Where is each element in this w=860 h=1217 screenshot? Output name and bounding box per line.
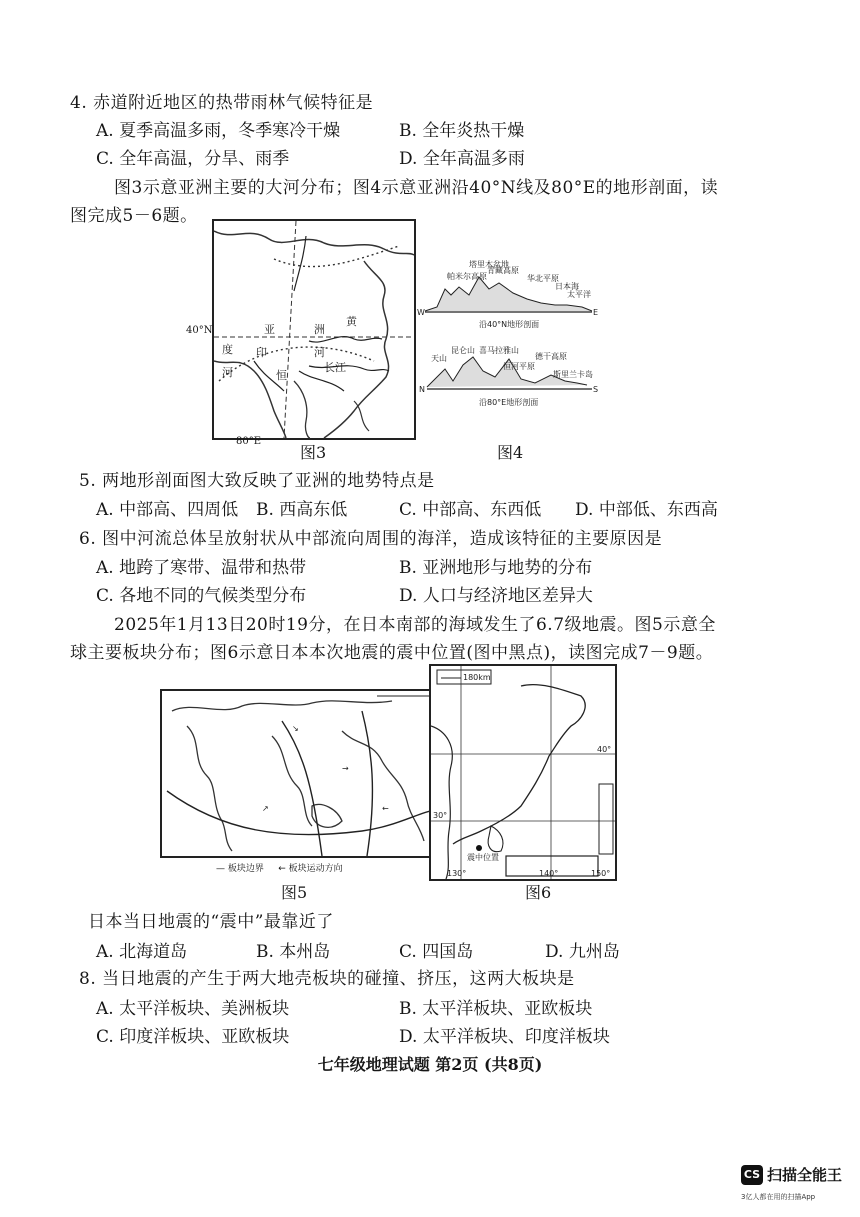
- fig3-label-he2: 河: [222, 366, 233, 379]
- svg-text:→: →: [342, 764, 349, 773]
- intro-fig5-6-line1: 2025年1月13日20时19分，在日本南部的海域发生了6.7级地震。图5示意全: [114, 615, 716, 635]
- q5-option-c: C. 中部高、东西低: [399, 500, 542, 520]
- fig4-w: W: [417, 308, 425, 317]
- fig5-legend-boundary: 板块边界: [227, 864, 264, 874]
- q5-option-d: D. 中部低、东西高: [575, 500, 718, 520]
- q5-option-b: B. 西高东低: [256, 500, 348, 520]
- intro-fig3-4-line2: 图完成5－6题。: [70, 206, 198, 226]
- svg-text:↘: ↘: [292, 724, 299, 733]
- intro-fig3-4-line1: 图3示意亚洲主要的大河分布；图4示意亚洲沿40°N线及80°E的地形剖面，读: [114, 178, 719, 198]
- q5-stem: 5. 两地形剖面图大致反映了亚洲的地势特点是: [79, 471, 435, 491]
- fig6-scale: 180km: [463, 673, 491, 682]
- q4-stem: 4. 赤道附近地区的热带雨林气候特征是: [70, 93, 374, 113]
- fig4-top-f3: 华北平原: [527, 274, 559, 283]
- fig4-bot-f3: 德干高原: [535, 352, 567, 361]
- fig4-caption: 图4: [497, 443, 524, 462]
- fig3-lon-label: 80°E: [236, 436, 262, 447]
- fig3-lat-label: 40°N: [186, 325, 213, 336]
- fig5-legend-boundary-symbol: —: [216, 864, 225, 874]
- fig4-top-f2: 青藏高原: [487, 266, 519, 275]
- q4-option-d: D. 全年高温多雨: [399, 149, 525, 169]
- fig4-bottom-profile-label: 沿80°E地形剖面: [479, 398, 539, 407]
- figure-4-terrain-profiles: [417, 259, 599, 409]
- fig4-bot-f2: 喜马拉雅山: [479, 346, 519, 355]
- fig4-bot-f0: 天山: [431, 354, 447, 363]
- fig4-bot-f1: 昆仑山: [451, 346, 475, 355]
- fig4-bot-f5: 恒河平原: [503, 362, 535, 371]
- fig4-top-f4: 日本海: [555, 282, 579, 291]
- fig4-s: S: [593, 385, 599, 394]
- q7-stem: 日本当日地震的“震中”最靠近了: [88, 912, 334, 932]
- fig4-top-profile-label: 沿40°N地形剖面: [479, 320, 540, 329]
- q8-option-b: B. 太平洋板块、亚欧板块: [399, 999, 593, 1019]
- q8-option-c: C. 印度洋板块、亚欧板块: [96, 1027, 290, 1047]
- fig3-label-changjiang: 长江: [324, 361, 346, 374]
- fig6-epicenter-label: 震中位置: [467, 853, 499, 862]
- q6-option-c: C. 各地不同的气候类型分布: [96, 586, 307, 606]
- fig5-legend: [216, 861, 343, 874]
- fig6-lon-140: 140°: [539, 869, 559, 878]
- fig5-legend-direction-symbol: ←: [278, 864, 286, 874]
- scanner-logo-icon: CS: [741, 1165, 763, 1185]
- q4-option-a: A. 夏季高温多雨，冬季寒冷干燥: [96, 121, 341, 141]
- scanner-brand-tagline: 3亿人都在用的扫描App: [741, 1193, 816, 1201]
- fig3-label-heng: 恒: [276, 369, 287, 382]
- q8-option-d: D. 太平洋板块、印度洋板块: [399, 1027, 610, 1047]
- q7-option-b: B. 本州岛: [256, 942, 331, 962]
- q4-option-c: C. 全年高温，分旱、雨季: [96, 149, 290, 169]
- svg-text:↗: ↗: [262, 804, 269, 813]
- page-footer: 七年级地理试题 第2页 (共8页): [317, 1055, 543, 1074]
- fig6-lat-30: 30°: [433, 811, 448, 820]
- fig4-top-f1: 塔里木盆地: [469, 260, 509, 269]
- figure-6-japan-epicenter-map: [429, 664, 617, 881]
- fig4-top-f0: 帕米尔高原: [447, 272, 487, 281]
- fig5-legend-direction: 板块运动方向: [288, 864, 343, 874]
- q6-option-d: D. 人口与经济地区差异大: [399, 586, 593, 606]
- figure-3-asia-rivers-map: [212, 219, 416, 440]
- fig3-label-du: 度: [222, 343, 233, 356]
- q5-option-a: A. 中部高、四周低: [96, 500, 239, 520]
- q8-stem: 8. 当日地震的产生于两大地壳板块的碰撞、挤压，这两大板块是: [79, 969, 575, 989]
- q7-option-c: C. 四国岛: [399, 942, 474, 962]
- fig4-n: N: [419, 385, 425, 394]
- figure-5-world-plates-map: [160, 689, 432, 858]
- fig6-lon-130: 130°: [447, 869, 467, 878]
- scanner-brand: [741, 1164, 842, 1185]
- fig6-lon-150: 150°: [591, 869, 611, 878]
- fig6-caption: 图6: [525, 883, 552, 902]
- fig4-top-f5: 太平洋: [567, 290, 591, 299]
- q8-option-a: A. 太平洋板块、美洲板块: [96, 999, 290, 1019]
- fig3-label-huang: 黄: [346, 315, 357, 328]
- q7-option-a: A. 北海道岛: [96, 942, 188, 962]
- fig5-caption: 图5: [281, 883, 308, 902]
- fig4-bot-f4: 斯里兰卡岛: [553, 370, 593, 379]
- fig3-label-yin: 印: [256, 346, 267, 359]
- fig3-label-ya: 亚: [264, 323, 275, 336]
- svg-text:←: ←: [382, 804, 389, 813]
- q6-stem: 6. 图中河流总体呈放射状从中部流向周围的海洋，造成该特征的主要原因是: [79, 529, 663, 549]
- fig3-caption: 图3: [300, 443, 327, 462]
- scanner-brand-name: 扫描全能王: [767, 1166, 843, 1184]
- intro-fig5-6-line2: 球主要板块分布；图6示意日本本次地震的震中位置(图中黑点)，读图完成7－9题。: [70, 643, 714, 663]
- fig6-epicenter-dot: [476, 845, 482, 851]
- fig3-label-zhou: 洲: [314, 323, 325, 336]
- fig3-label-he: 河: [314, 346, 325, 359]
- fig4-e: E: [593, 308, 599, 317]
- q7-option-d: D. 九州岛: [545, 942, 620, 962]
- q4-option-b: B. 全年炎热干燥: [399, 121, 525, 141]
- q6-option-a: A. 地跨了寒带、温带和热带: [96, 558, 307, 578]
- fig6-lat-40: 40°: [597, 745, 612, 754]
- q6-option-b: B. 亚洲地形与地势的分布: [399, 558, 593, 578]
